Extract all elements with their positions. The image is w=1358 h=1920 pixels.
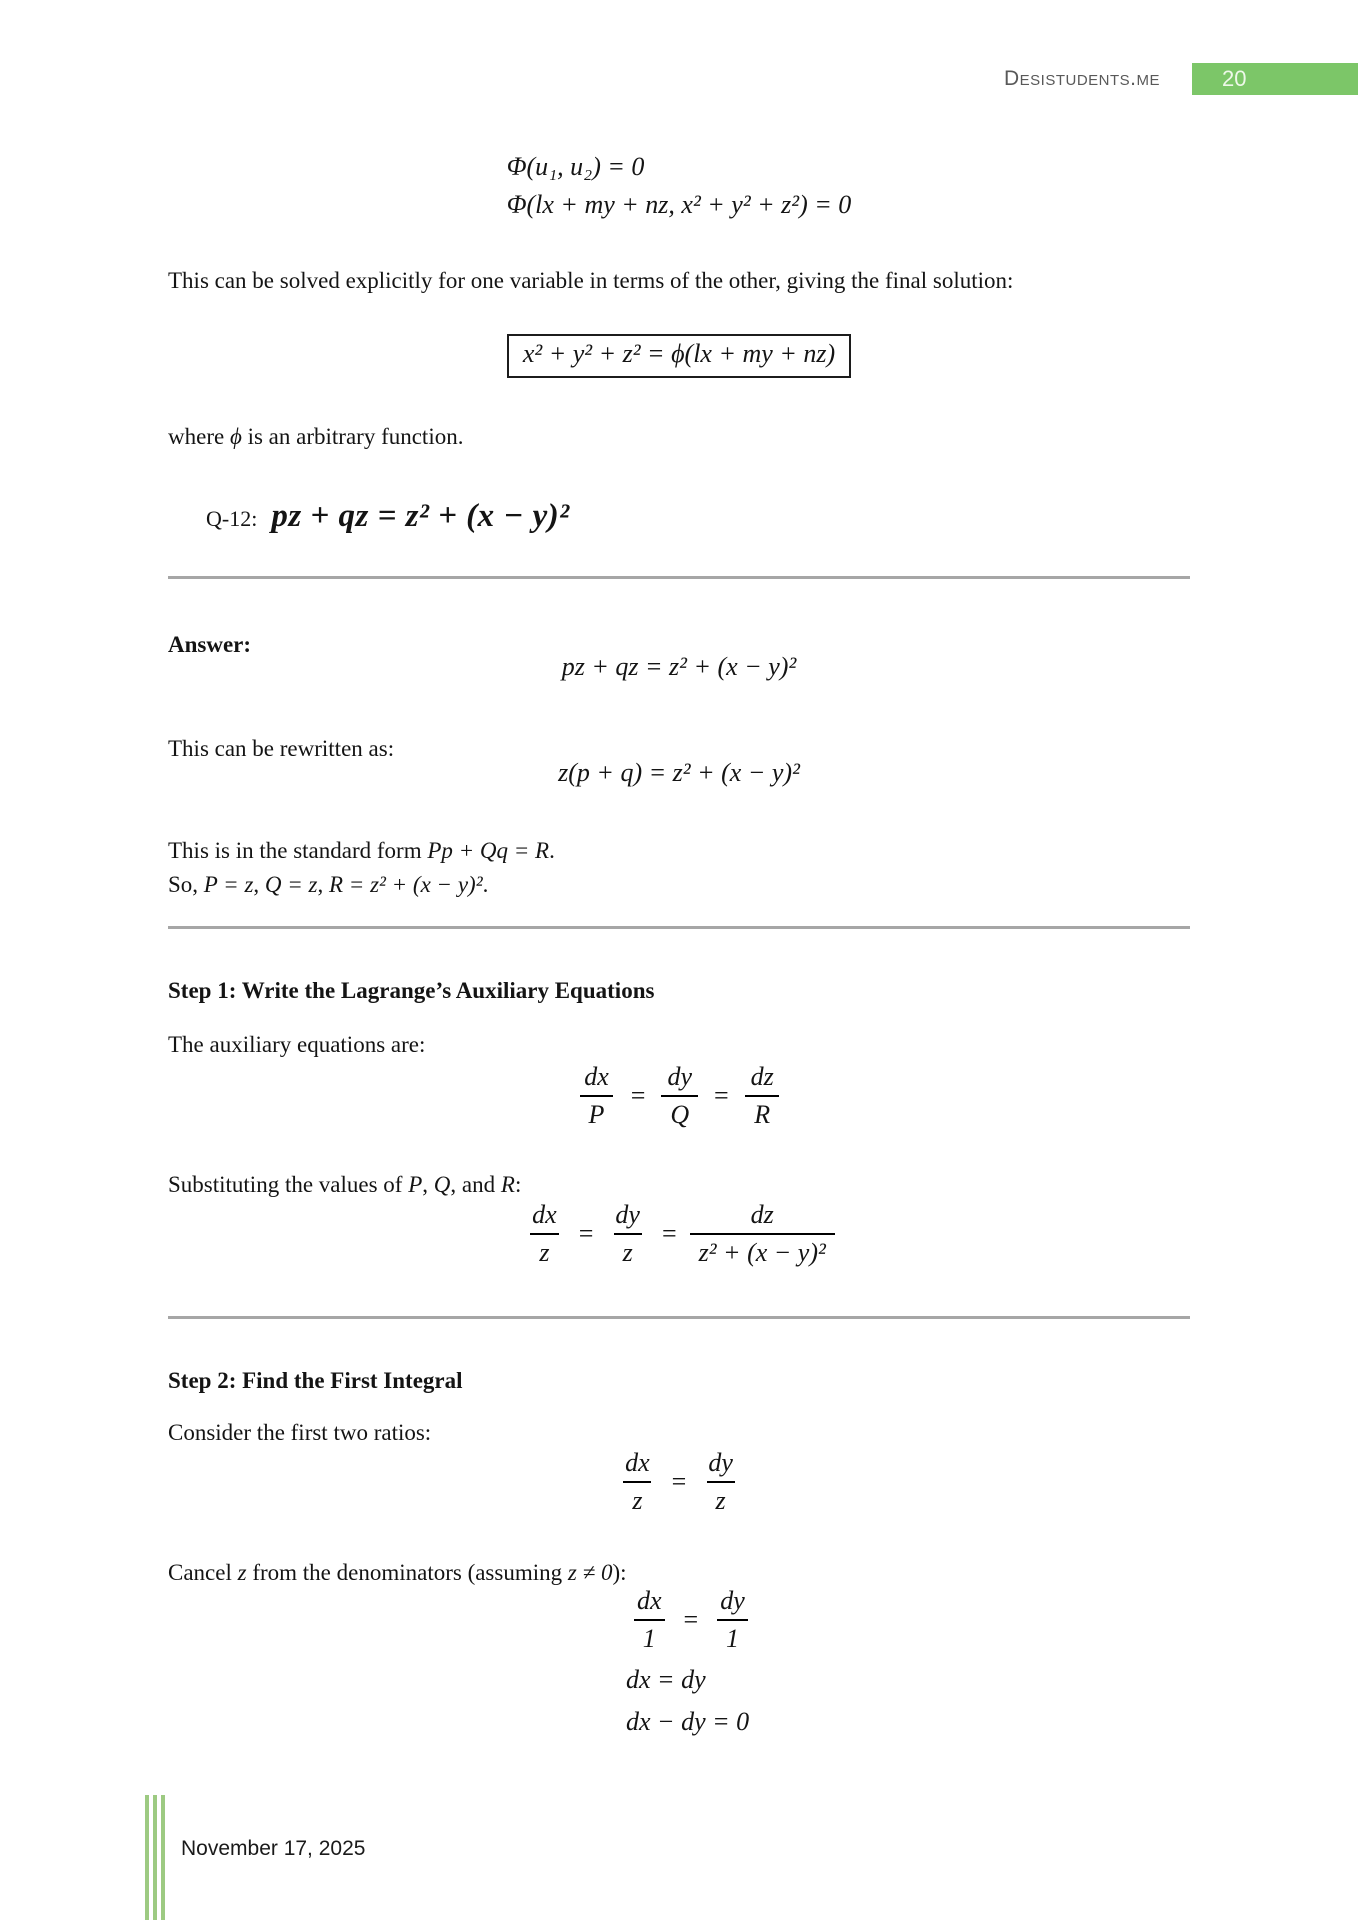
boxed-equation-wrap bbox=[168, 334, 1190, 378]
where-phi-line: where ϕ is an arbitrary function. bbox=[168, 424, 464, 449]
substituted-equations bbox=[168, 1200, 1190, 1268]
page-number-badge bbox=[1192, 63, 1358, 95]
fraction-dx-1: $\frac{dx}{1}$ bbox=[628, 1586, 671, 1654]
cancelled-ratios bbox=[626, 1586, 756, 1654]
green-vertical-line bbox=[145, 1795, 149, 1920]
equals-sign: = bbox=[661, 1219, 677, 1248]
fraction-dz-R-expanded: $\frac{dz}{\text{z² + (x − y)²}}$ bbox=[690, 1200, 835, 1268]
equals-sign: = bbox=[683, 1605, 699, 1634]
cancel-z-line: Cancel z from the denominators (assuming z ≠ 0): bbox=[168, 1560, 627, 1585]
green-vertical-line bbox=[153, 1795, 157, 1920]
equation-dx-equals-dy: dx = dy bbox=[626, 1665, 706, 1694]
green-vertical-line bbox=[161, 1795, 165, 1920]
page-header bbox=[1004, 63, 1358, 95]
answer-equation: pz + qz = z² + (x − y)² bbox=[561, 652, 797, 681]
equals-sign: = bbox=[630, 1081, 646, 1110]
equation-system bbox=[168, 148, 1190, 224]
first-integral-derivation bbox=[626, 1586, 756, 1738]
step2-intro-line: Consider the first two ratios: bbox=[168, 1420, 432, 1445]
horizontal-rule bbox=[168, 576, 1190, 579]
equation-phi-expanded: Φ(lx + my + nz, x² + y² + z²) = 0 bbox=[506, 190, 852, 219]
step1-heading: Step 1: Write the Lagrange’s Auxiliary Equations bbox=[168, 978, 655, 1003]
step2-heading: Step 2: Find the First Integral bbox=[168, 1368, 463, 1393]
footer-date: November 17, 2025 bbox=[181, 1837, 366, 1860]
site-name: Desistudents.me bbox=[1003, 67, 1160, 90]
rewrite-intro-line: This can be rewritten as: bbox=[168, 736, 395, 761]
equals-sign: = bbox=[713, 1081, 729, 1110]
horizontal-rule bbox=[168, 926, 1190, 929]
fraction-dy-z: $\frac{dy}{z}$ bbox=[615, 1200, 640, 1267]
horizontal-rule bbox=[168, 1316, 1190, 1319]
answer-heading: Answer: bbox=[168, 632, 252, 657]
footer-accent-lines bbox=[145, 1795, 169, 1920]
question-label: Q-12: bbox=[206, 506, 258, 531]
question-row bbox=[168, 498, 1190, 535]
standard-form-line: This is in the standard form Pp + Qq = R. bbox=[168, 838, 555, 863]
fraction-dy-z: $\frac{dy}{z}$ bbox=[708, 1448, 733, 1515]
substitute-line: Substituting the values of P, Q, and R: bbox=[168, 1172, 522, 1197]
final-solution-equation: x² + y² + z² = ϕ(lx + my + nz) bbox=[507, 334, 851, 378]
fraction-dx-z: $\frac{dx}{z}$ bbox=[625, 1448, 650, 1515]
equation-dx-minus-dy: dx − dy = 0 bbox=[626, 1707, 750, 1736]
page-number: 20 bbox=[1222, 66, 1247, 91]
rewritten-equation: z(p + q) = z² + (x − y)² bbox=[558, 758, 800, 787]
solution-paragraph: This can be solved explicitly for one variable in terms of the other, giving the final solution: bbox=[168, 268, 1014, 293]
fraction-dx-P: $\frac{dx}{P}$ bbox=[575, 1062, 618, 1130]
fraction-dz-R: $\frac{dz}{R}$ bbox=[742, 1062, 783, 1130]
fraction-dy-Q: $\frac{dy}{Q}$ bbox=[658, 1062, 701, 1130]
equation-phi-u1-u2: Φ(u₁, u₂) = 0 bbox=[506, 152, 645, 181]
question-equation: pz + qz = z² + (x − y)² bbox=[271, 498, 570, 534]
equals-sign: = bbox=[578, 1219, 594, 1248]
pqr-values-line: So, P = z, Q = z, R = z² + (x − y)². bbox=[168, 872, 489, 897]
fraction-dx-z: $\frac{dx}{z}$ bbox=[532, 1200, 557, 1267]
fraction-dy-1: $\frac{dy}{1}$ bbox=[711, 1586, 754, 1654]
equals-sign: = bbox=[671, 1467, 687, 1496]
step1-intro-line: The auxiliary equations are: bbox=[168, 1032, 426, 1057]
auxiliary-equations bbox=[168, 1062, 1190, 1130]
first-two-ratios bbox=[168, 1448, 1190, 1516]
